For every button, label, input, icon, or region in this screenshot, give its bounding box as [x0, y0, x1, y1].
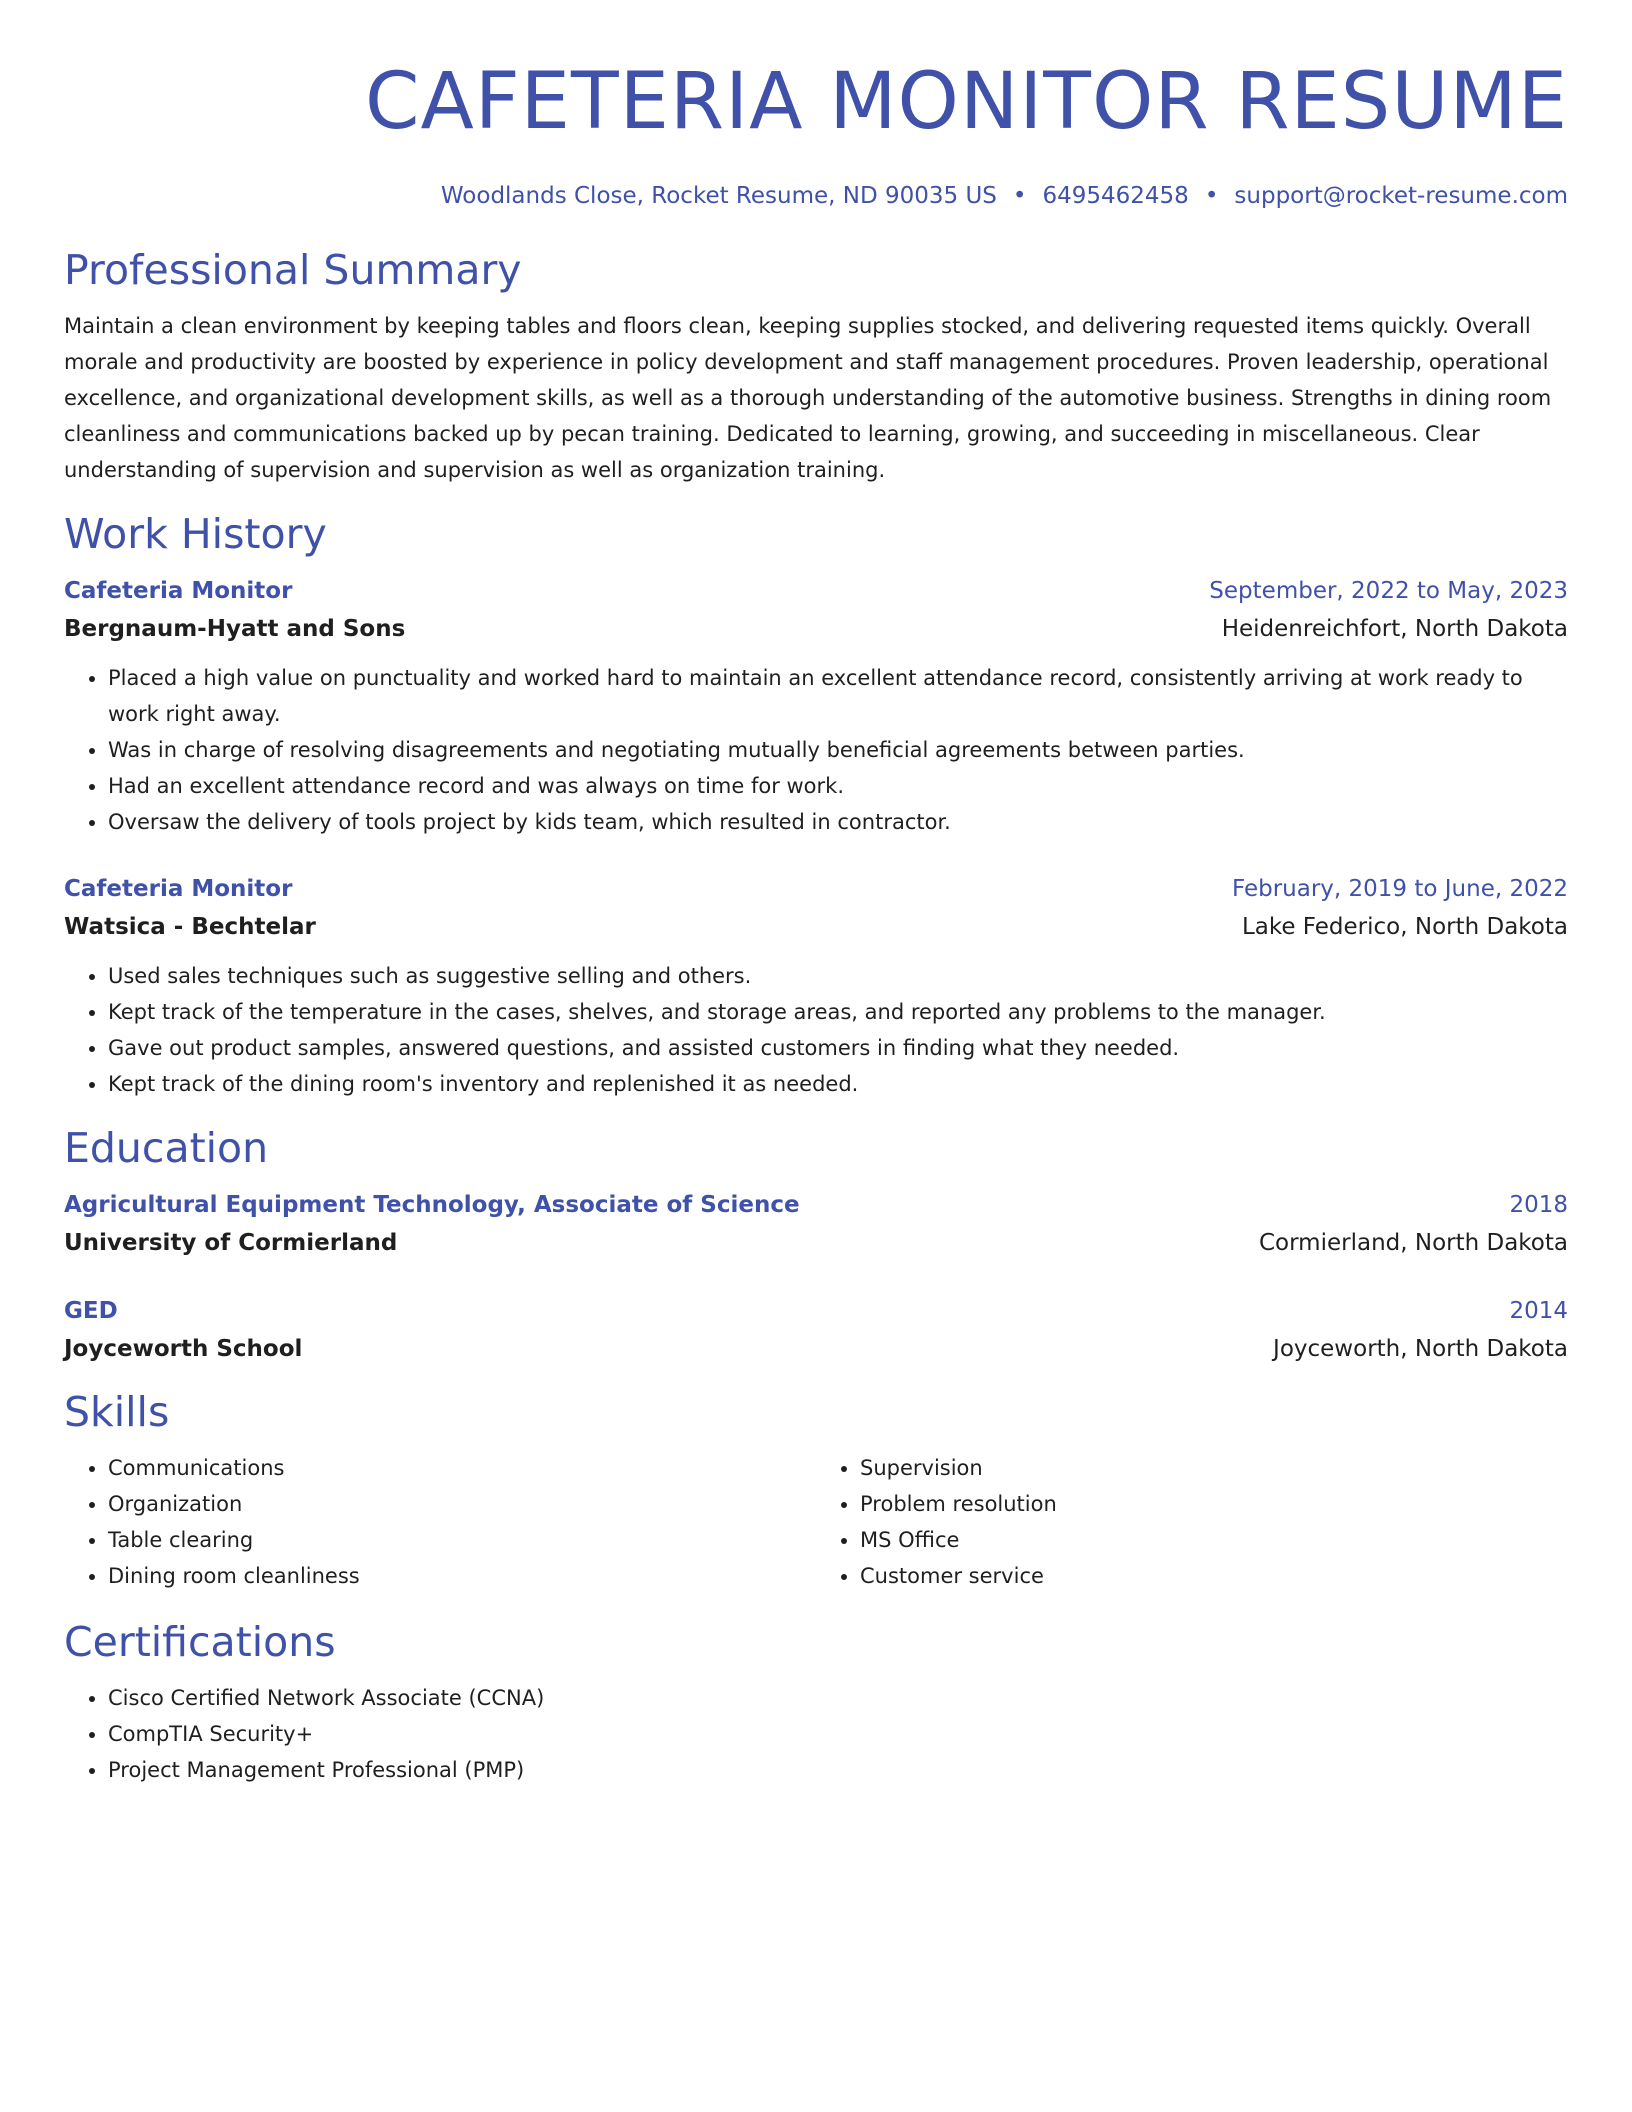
certification-item: • CompTIA Security+ — [108, 1716, 1568, 1752]
job-bullets — [64, 660, 1568, 840]
list-item: • Oversaw the delivery of tools project by kids team, which resulted in contractor. — [108, 804, 1568, 840]
contact-line — [64, 180, 1568, 212]
contact-email[interactable]: support@rocket-resume.com — [1234, 183, 1568, 209]
list-item: • Was in charge of resolving disagreements and negotiating mutually beneficial agreements between parties. — [108, 732, 1568, 768]
skills-heading: Skills — [64, 1388, 170, 1436]
certifications-heading: Certifications — [64, 1618, 336, 1666]
job-location: Heidenreichfort, North Dakota — [1221, 616, 1568, 642]
contact-address: Woodlands Close, Rocket Resume, ND 90035 US — [440, 183, 997, 209]
contact-separator: • — [1012, 183, 1027, 209]
skill-item: • Organization — [108, 1486, 816, 1522]
job-title: Cafeteria Monitor — [64, 876, 293, 902]
certifications-list — [64, 1680, 1568, 1788]
job-title: Cafeteria Monitor — [64, 578, 293, 604]
skills-list-left — [64, 1450, 816, 1594]
skill-item: • Supervision — [860, 1450, 1568, 1486]
summary-text: Maintain a clean environment by keeping tables and floors clean, keeping supplies stocked, and delivering requested items quickly. Overall morale and productivity are boosted by experience in policy development and staff management procedures. Proven leadership, operational excellence, and organizational development skills, as well as a thorough understanding of the automotive business. Strengths in dining room cleanliness and communications backed up by pecan training. Dedicated to learning, growing, and succeeding in miscellaneous. Clear understanding of supervision and supervision as well as organization training. — [64, 314, 1552, 482]
school-location: Cormierland, North Dakota — [1259, 1230, 1568, 1256]
school-name: University of Cormierland — [64, 1230, 398, 1256]
list-item: • Gave out product samples, answered questions, and assisted customers in finding what they needed. — [108, 1030, 1568, 1066]
job-dates: September, 2022 to May, 2023 — [1209, 578, 1568, 604]
job-location: Lake Federico, North Dakota — [1241, 914, 1568, 940]
certification-item: • Project Management Professional (PMP) — [108, 1752, 1568, 1788]
job-company: Watsica - Bechtelar — [64, 914, 316, 940]
degree-title: GED — [64, 1298, 118, 1324]
list-item: • Kept track of the temperature in the cases, shelves, and storage areas, and reported any problems to the manager. — [108, 994, 1568, 1030]
certification-item: • Cisco Certified Network Associate (CCNA) — [108, 1680, 1568, 1716]
summary-heading: Professional Summary — [64, 246, 522, 294]
job-dates: February, 2019 to June, 2022 — [1231, 876, 1568, 902]
skill-item: • MS Office — [860, 1522, 1568, 1558]
list-item: • Used sales techniques such as suggestive selling and others. — [108, 958, 1568, 994]
education-year: 2018 — [1509, 1192, 1568, 1218]
job-entry — [64, 872, 1568, 1102]
contact-separator: • — [1204, 183, 1219, 209]
degree-title: Agricultural Equipment Technology, Associate of Science — [64, 1192, 800, 1218]
skill-item: • Communications — [108, 1450, 816, 1486]
skill-item: • Dining room cleanliness — [108, 1558, 816, 1594]
list-item: • Had an excellent attendance record and was always on time for work. — [108, 768, 1568, 804]
skill-item: • Customer service — [860, 1558, 1568, 1594]
job-entry — [64, 574, 1568, 840]
education-heading: Education — [64, 1124, 269, 1172]
skill-item: • Table clearing — [108, 1522, 816, 1558]
list-item: • Placed a high value on punctuality and worked hard to maintain an excellent attendance record, consistently arriving at work ready to work right away. — [108, 660, 1568, 732]
skills-grid — [64, 1450, 1568, 1594]
skills-list-right — [816, 1450, 1568, 1594]
list-item: • Kept track of the dining room's inventory and replenished it as needed. — [108, 1066, 1568, 1102]
work-history-heading: Work History — [64, 510, 327, 558]
school-location: Joyceworth, North Dakota — [1273, 1336, 1568, 1362]
resume-title: CAFETERIA MONITOR RESUME — [365, 57, 1568, 147]
job-bullets — [64, 958, 1568, 1102]
education-entry — [64, 1188, 1568, 1260]
school-name: Joyceworth School — [64, 1336, 303, 1362]
education-year: 2014 — [1509, 1298, 1568, 1324]
education-entry — [64, 1294, 1568, 1366]
job-company: Bergnaum-Hyatt and Sons — [64, 616, 406, 642]
contact-phone: 6495462458 — [1042, 183, 1189, 209]
skill-item: • Problem resolution — [860, 1486, 1568, 1522]
